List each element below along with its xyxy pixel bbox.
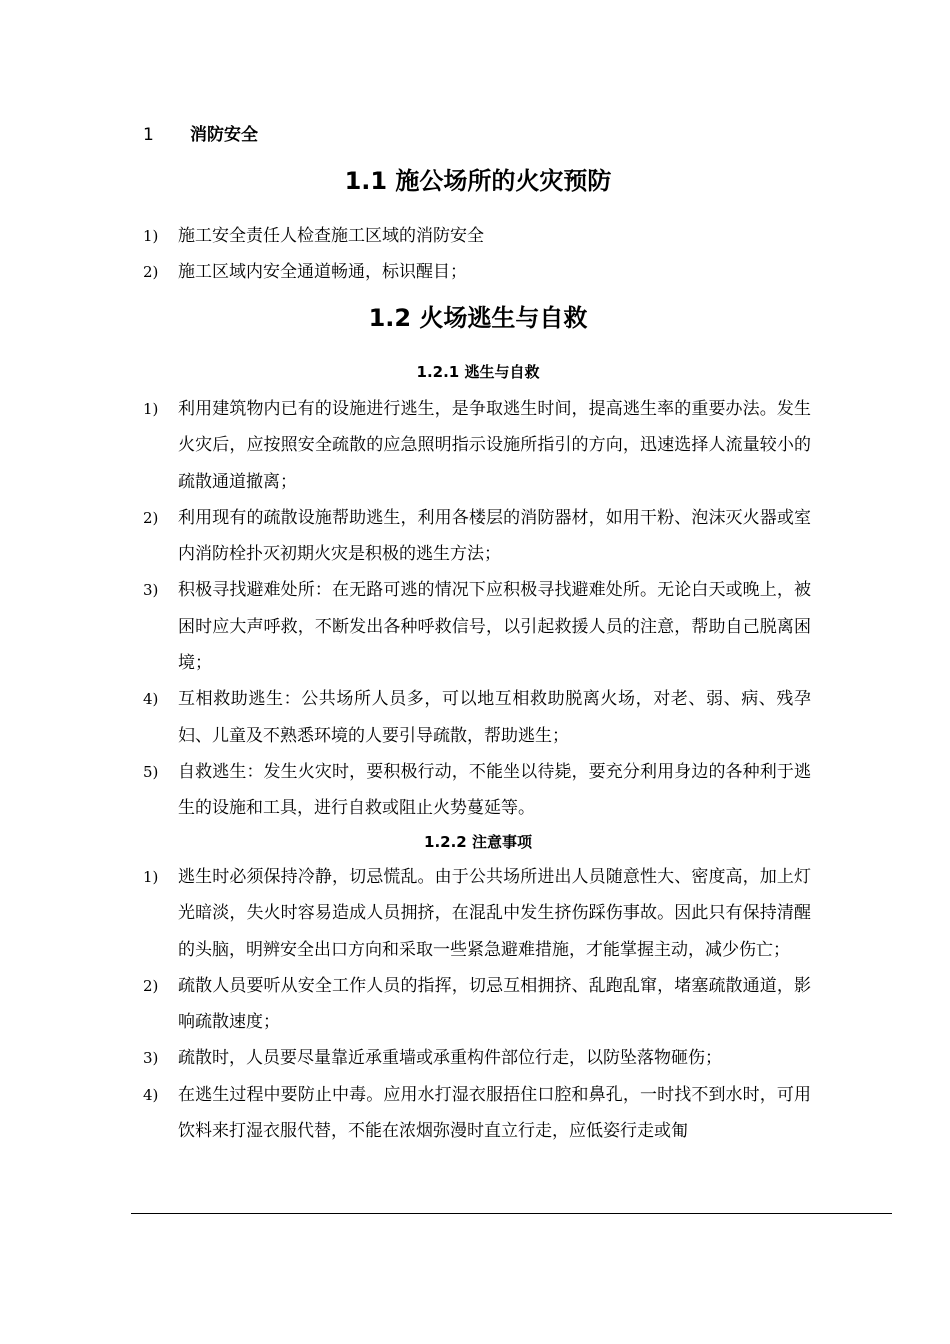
- section-1-1-heading: 1.1 施公场所的火灾预防: [344, 167, 612, 195]
- list-text: 自救逃生：发生火灾时，要积极行动，不能坐以待毙，要充分利用身边的各种利于逃生的设施和工具，进行自救或阻止火势蔓延等。: [178, 761, 811, 819]
- footer-rule: [131, 1213, 892, 1214]
- list-item: [143, 572, 811, 681]
- list-item: [143, 1077, 811, 1150]
- section-1-2-heading: 1.2 火场逃生与自救: [368, 304, 588, 332]
- section-1-title: 消防安全: [190, 125, 258, 145]
- section-1-heading: [143, 124, 258, 146]
- list-marker: 4): [143, 1085, 159, 1104]
- list-marker: 5): [143, 762, 159, 781]
- list-marker: 3): [143, 581, 159, 600]
- list-text: 互相救助逃生：公共场所人员多，可以地互相救助脱离火场，对老、弱、病、残孕妇、儿童及不熟悉环境的人要引导疏散，帮助逃生；: [178, 689, 811, 746]
- list-item: [143, 754, 811, 827]
- list-item: [143, 859, 811, 968]
- list-marker: 1): [143, 868, 159, 886]
- list-text: 利用现有的疏散设施帮助逃生，利用各楼层的消防器材，如用干粉、泡沫灭火器或室内消防栓扑灭初期火灾是积极的逃生方法；: [178, 507, 811, 565]
- list-marker: 2): [143, 976, 159, 995]
- section-1-1-list: [143, 218, 811, 291]
- list-text: 疏散人员要听从安全工作人员的指挥，切忌互相拥挤、乱跑乱窜，堵塞疏散通道，影响疏散速度；: [178, 975, 811, 1033]
- list-marker: 1): [143, 400, 159, 418]
- list-marker: 3): [143, 1049, 159, 1068]
- list-item: [143, 681, 811, 754]
- list-item: [143, 254, 811, 290]
- list-text: 逃生时必须保持冷静，切忌慌乱。由于公共场所进出人员随意性大、密度高，加上灯光暗淡，失火时容易造成人员拥挤，在混乱中发生挤伤踩伤事故。因此只有保持清醒的头脑，明辨安全出口方向和采取一些紧急避难措施，才能掌握主动，减少伤亡；: [178, 867, 811, 960]
- list-item: [143, 218, 811, 254]
- list-item: [143, 968, 811, 1041]
- list-marker: 2): [143, 508, 159, 527]
- section-1-2-1-list: [143, 391, 811, 827]
- section-1-2-1-heading: 1.2.1 逃生与自救: [416, 363, 540, 381]
- section-1-2-2-list: [143, 859, 811, 1149]
- list-item: [143, 1040, 811, 1076]
- list-item: [143, 500, 811, 573]
- list-text: 积极寻找避难处所：在无路可逃的情况下应积极寻找避难处所。无论白天或晚上，被困时应大声呼救，不断发出各种呼救信号，以引起救援人员的注意，帮助自己脱离困境；: [178, 580, 811, 674]
- list-text: 施工区域内安全通道畅通，标识醒目；: [178, 262, 467, 283]
- list-item: [143, 391, 811, 500]
- list-text: 施工安全责任人检查施工区域的消防安全: [178, 226, 484, 246]
- list-text: 疏散时，人员要尽量靠近承重墙或承重构件部位行走，以防坠落物砸伤；: [178, 1048, 722, 1069]
- list-marker: 2): [143, 263, 159, 282]
- section-1-2-2-heading: 1.2.2 注意事项: [424, 833, 532, 851]
- list-marker: 1): [143, 227, 159, 245]
- list-text: 在逃生过程中要防止中毒。应用水打湿衣服捂住口腔和鼻孔，一时找不到水时，可用饮料来打湿衣服代替，不能在浓烟弥漫时直立行走，应低姿行走或匍: [178, 1084, 811, 1142]
- list-marker: 4): [143, 690, 159, 709]
- section-1-number: 1: [143, 125, 154, 145]
- list-text: 利用建筑物内已有的设施进行逃生，是争取逃生时间，提高逃生率的重要办法。发生火灾后，应按照安全疏散的应急照明指示设施所指引的方向，迅速选择人流量较小的疏散通道撤离；: [178, 399, 811, 492]
